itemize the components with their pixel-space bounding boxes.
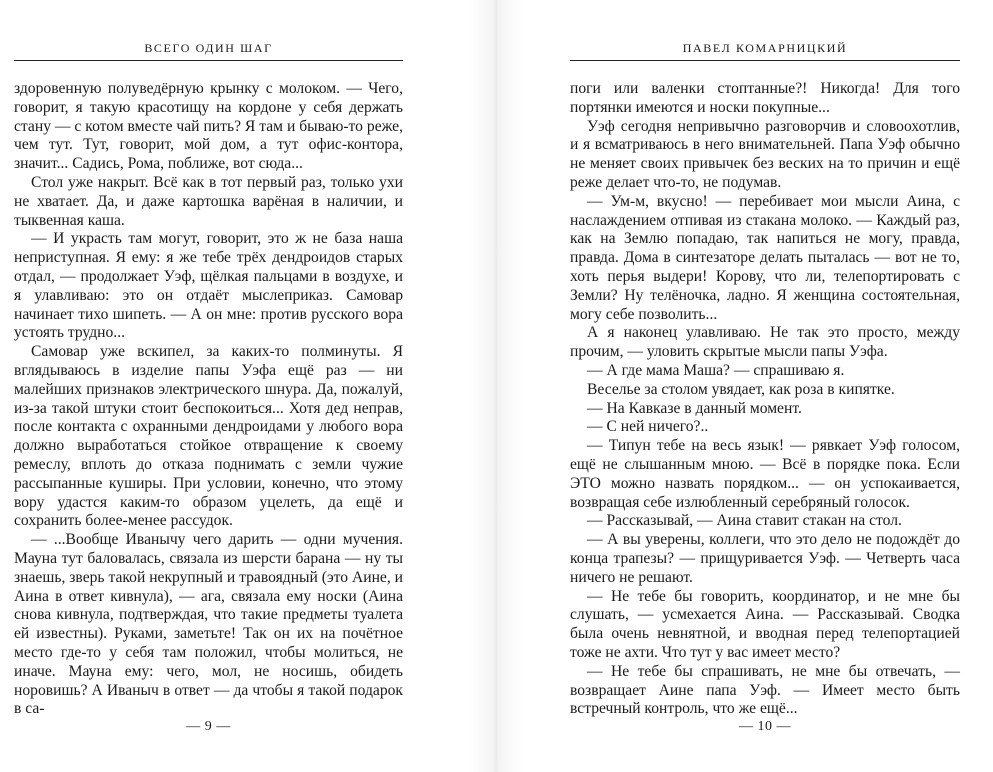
page-number: — 10 — [739, 719, 791, 734]
page-number: — 9 — [186, 719, 231, 734]
paragraph: — Ум-м, вкусно! — перебивает мои мысли Аина, с наслаждением отпивая из стакана молоко. — Каждый раз, как на Землю попадаю, так напиться не могу, правда, правда. Дома в синтезаторе делать пыталась — вот не то, хоть перья выдери! Корову, что ли, телепортировать с Земли? Ну телёночка, ладно. Я женщина состоятельная, могу себе позволить... [570, 192, 960, 323]
paragraph: — И украсть там могут, говорит, это ж не база наша неприступная. Я ему: я же тебе трёх дендроидов старых отдал, — продолжает Уэф, щёлкая пальцами в воздухе, и я улавливаю: это он отдаёт мыслеприказ. Самовар начинает тихо шипеть. — А он мне: против русского вора устоять трудно... [14, 230, 403, 342]
paragraph: — На Кавказе в данный момент. [587, 399, 802, 417]
paragraph: А я наконец улавливаю. Не так это просто, между прочим, — уловить скрытые мысли папы Уэфа. [570, 324, 960, 361]
right-page [570, 0, 960, 772]
book-gutter [470, 0, 522, 772]
header-rule [14, 60, 403, 61]
paragraph: Стол уже накрыт. Всё как в тот первый раз, только ухи не хватает. Да, и даже картошка варёная в наличии, и тыквенная каша. [14, 173, 403, 229]
paragraph: — ...Вообще Иванычу чего дарить — одни мучения. Мауна тут баловалась, связала из шерсти барана — ну ты знаешь, зверь такой некрупный и травоядный (это Аине, и Аина в ответ кивнула), — ага, связала ему носки (Аина снова кивнула, подтверждая, что такие предметы туалета ей известны). Руками, заметьте! Так он их на почётное место где-то у себя там положил, чтобы молиться, не иначе. Мауна ему: чего, мол, не носишь, обидеть норовишь? А Иваныч в ответ — да чтобы я такой подарок в са- [14, 531, 403, 718]
paragraph: Самовар уже вскипел, за каких-то полминуты. Я вглядываюсь в изделие папы Уэфа ещё раз — ни малейших признаков электрического шнура. Да, пожалуй, из-за такой штуки стоит беспокоиться... Хотя дед неправ, после контакта с охранными дендроидами у любого вора должно выработаться стойкое отвращение к своему ремеслу, вплоть до отказа поднимать с земли чужие рассыпанные куширы. При условии, конечно, что этому вору удастся каким-то образом уцелеть, да ещё и сохранить более-менее рассудок. [14, 343, 403, 530]
running-head: ВСЕГО ОДИН ШАГ [144, 41, 273, 55]
left-page [14, 0, 403, 772]
paragraph: — С ней ничего?.. [587, 418, 709, 436]
paragraph: — Не тебе бы спрашивать, не мне бы отвечать, — возвращает Аине папа Уэф. — Имеет место быть встречный контроль, что же ещё... [570, 662, 960, 718]
paragraph: здоровенную полуведёрную крынку с молоком. — Чего, говорит, я такую красотищу на кордоне у себя держать стану — с котом вместе чай пить? Я там и бываю-то реже, чем тут. Тут, говорит, мой дом, а тут офис-контора, значит... Садись, Рома, поближе, вот сюда... [14, 80, 403, 173]
paragraph: — Не тебе бы говорить, координатор, и не мне бы слушать, — усмехается Аина. — Рассказывай. Сводка была очень невнятной, и вводная перед телепортацией тоже не ахти. Что тут у вас имеет место? [570, 587, 960, 661]
page-body [14, 80, 403, 719]
paragraph: — Типун тебе на весь язык! — рявкает Уэф голосом, ещё не слышанным мною. — Всё в порядке пока. Если ЭТО можно назвать порядком... — он успокаивается, возвращая себе излюбленный серебряный голосок. [570, 437, 960, 511]
running-head: ПАВЕЛ КОМАРНИЦКИЙ [682, 41, 848, 55]
paragraph: Уэф сегодня непривычно разговорчив и словоохотлив, и я всматриваюсь в него внимательней. Папа Уэф обычно не меняет своих привычек без веских на то причин и ещё реже делает что-то, не подумав. [570, 117, 960, 191]
paragraph: поги или валенки стоптанные?! Никогда! Для того портянки имеются и носки покупные... [570, 80, 960, 116]
paragraph: — А вы уверены, коллеги, что это дело не подождёт до конца трапезы? — прищуривается Уэф. — Четверть часа ничего не решают. [570, 531, 960, 586]
header-rule [570, 60, 960, 61]
paragraph: — Рассказывай, — Аина ставит стакан на стол. [587, 512, 902, 530]
page-body [570, 80, 960, 719]
paragraph: Веселье за столом увядает, как роза в кипятке. [587, 380, 895, 398]
paragraph: — А где мама Маша? — спрашиваю я. [587, 361, 845, 379]
